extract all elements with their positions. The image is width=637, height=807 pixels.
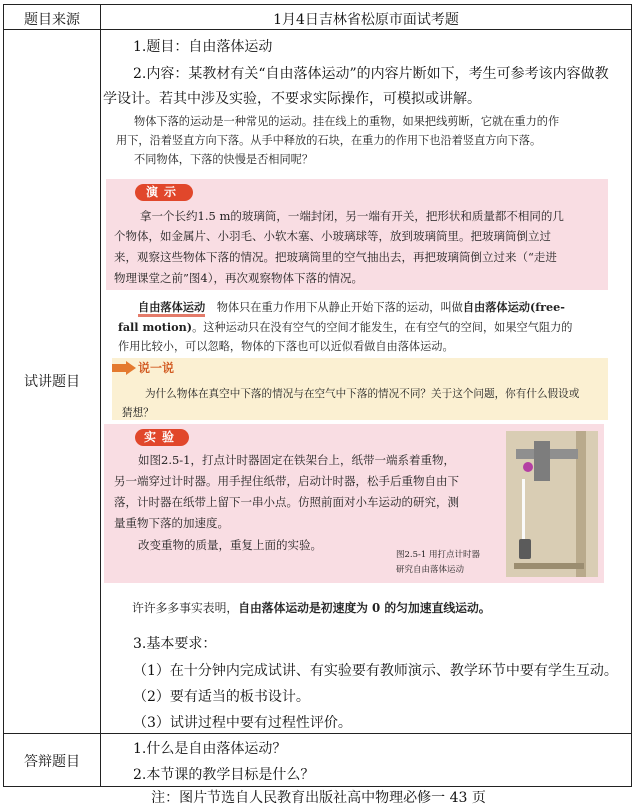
intro-line-2: 用下，沿着竖直方向下落。从手中释放的石块，在重力的作用下也沿着竖直方向下落。 [116, 134, 542, 147]
source-value: 1月4日吉林省松原市面试考题 [273, 12, 459, 28]
demo-line-1: 拿一个长约1.5 m的玻璃筒，一端封闭，另一端有开关，把形状和质量都不相同的几 [140, 209, 564, 223]
demo-line-3: 来，观察这些物体下落的情况。把玻璃筒里的空气抽出去，再把玻璃筒倒立过来（“走进 [114, 250, 557, 264]
content-line-1: 2.内容：某教材有关“自由落体运动”的内容片断如下，考生可参考该内容做教 [133, 66, 609, 82]
definition-line-1 [138, 299, 565, 315]
figure-caption-line-2: 研究自由落体运动 [396, 565, 465, 575]
requirement-item: （1）在十分钟内完成试讲、有实验要有教师演示、教学环节中要有学生互动。 [133, 663, 618, 679]
content-line-2: 学设计。若其中涉及实验，不要求实际操作，可模拟或讲解。 [103, 91, 481, 107]
requirement-item: （3）试讲过程中要有过程性评价。 [133, 715, 352, 731]
row-divider [4, 29, 631, 30]
timer-apparatus-image [506, 431, 598, 581]
demo-badge: 演示 [135, 184, 193, 201]
experiment-badge: 实验 [135, 429, 189, 446]
defense-question: 1.什么是自由落体运动？ [133, 741, 287, 757]
experiment-line-2: 另一端穿过计时器。用手捏住纸带，启动计时器，松手后重物自由下 [114, 474, 459, 488]
demo-line-4: 物理课堂之前”图4），再次观察物体下落的情况。 [114, 271, 363, 285]
trial-label: 试讲题目 [24, 374, 80, 390]
discuss-arrow-icon [112, 360, 136, 379]
requirement-item: （2）要有适当的板书设计。 [133, 689, 310, 705]
experiment-line-4: 量重物下落的加速度。 [114, 516, 229, 530]
definition-text-2: 。这种运动只在没有空气的空间才能发生，在有空气的空间，如果空气阻力的 [192, 321, 573, 334]
demo-line-2: 个物体，如金属片、小羽毛、小软木塞、小玻璃球等，放到玻璃筒里。把玻璃筒倒立过 [114, 229, 551, 243]
column-divider [100, 5, 101, 786]
discuss-line-1: 为什么物体在真空中下落的情况与在空气中下落的情况不同？关于这个问题，你有什么假设或 [145, 388, 580, 400]
conclusion-text: 许许多多事实表明， [132, 601, 239, 615]
definition-text: 物体只在重力作用下从静止开始下落的运动，叫做 [216, 301, 463, 314]
requirements-title: 3.基本要求： [133, 636, 217, 652]
conclusion-bold: 自由落体运动是初速度为 0 的匀加速直线运动。 [238, 601, 491, 615]
intro-line-3: 不同物体，下落的快慢是否相同呢？ [134, 153, 314, 166]
definition-line-2 [118, 319, 572, 335]
source-label: 题目来源 [24, 12, 80, 28]
discuss-badge: 说一说 [138, 361, 175, 375]
definition-english: fall motion) [118, 320, 193, 334]
figure-caption-line-1: 图2.5-1 用打点计时器 [396, 550, 481, 560]
defense-question: 2.本节课的教学目标是什么？ [133, 767, 315, 783]
footnote: 注：图片节选自人民教育出版社高中物理必修一 43 页 [151, 790, 486, 806]
row-divider [4, 733, 631, 734]
discuss-line-2: 猜想？ [122, 407, 154, 419]
definition-line-3: 作用比较小，可以忽略，物体的下落也可以近似看做自由落体运动。 [118, 340, 454, 353]
definition-term: 自由落体运动 [138, 300, 205, 317]
conclusion-line [132, 599, 491, 616]
intro-line-1: 物体下落的运动是一种常见的运动。挂在线上的重物，如果把线剪断，它就在重力的作 [134, 115, 560, 128]
experiment-line-1: 如图2.5-1，打点计时器固定在铁架台上，纸带一端系着重物， [138, 453, 455, 467]
defense-label: 答辩题目 [24, 754, 80, 770]
topic-line: 1.题目：自由落体运动 [133, 39, 273, 55]
definition-term-2: 自由落体运动(free- [462, 300, 565, 314]
experiment-line-3: 落，计时器在纸带上留下一串小点。仿照前面对小车运动的研究，测 [114, 495, 459, 509]
experiment-line-5: 改变重物的质量，重复上面的实验。 [138, 538, 322, 552]
